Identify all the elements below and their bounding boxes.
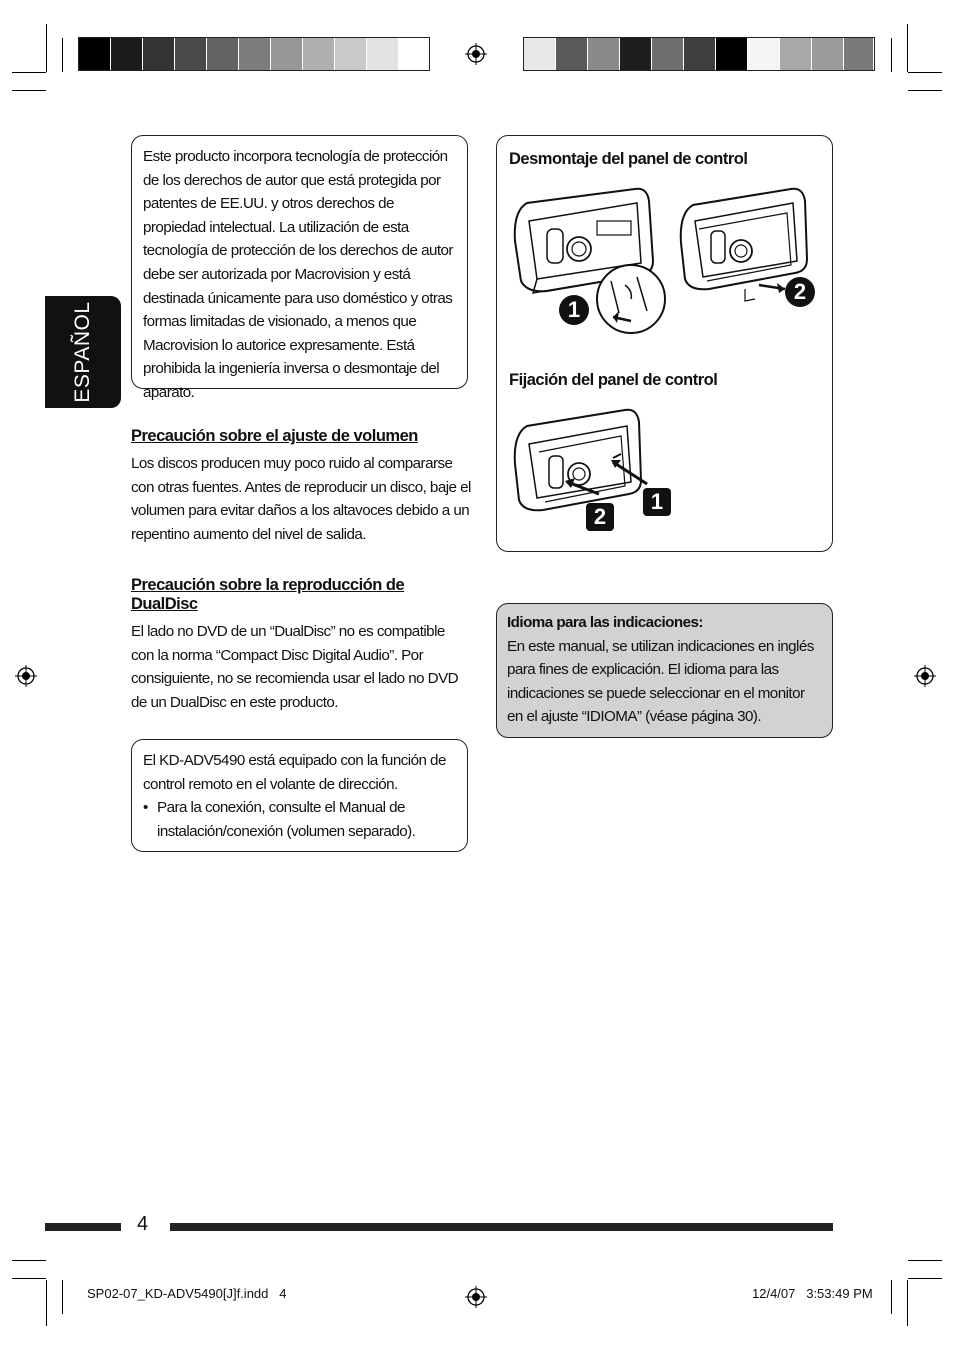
swatch — [524, 38, 556, 70]
remote-control-box — [131, 739, 468, 852]
dualdisc-heading: Precaución sobre la reproducción de DualDisc — [131, 576, 405, 613]
print-file-info: SP02-07_KD-ADV5490[J]f.indd 4 — [87, 1286, 287, 1301]
crop-mark — [12, 1260, 46, 1261]
crop-mark — [908, 72, 942, 73]
swatch — [556, 38, 588, 70]
crop-mark — [12, 72, 46, 73]
footer-rule-right — [170, 1223, 833, 1231]
crop-mark — [62, 38, 63, 72]
crop-mark — [907, 24, 908, 72]
step2-badge: 2 — [785, 277, 815, 307]
language-info-text: En este manual, se utilizan indicaciones en inglés para fines de explicación. El idioma para las indicaciones se puede seleccionar en el monitor en el ajuste “IDIOMA” (véase página 30). — [507, 637, 814, 726]
dualdisc-section — [131, 576, 471, 714]
swatch — [175, 38, 207, 70]
panel-box — [496, 135, 833, 552]
copyright-notice-text: Este producto incorpora tecnología de protección de los derechos de autor que está protegida por patentes de EE.UU. y otros derechos de propiedad intelectual. La utilización de esta tecnología de protección de los derechos de autor debe ser autorizada por Macrovision y está destinada únicamente para uso doméstico y otras formas limitadas de visionado, a menos que Macrovision lo autorice expresamente. Está prohibida la ingeniería inversa o desmontaje del aparato. — [143, 148, 453, 401]
language-tab — [45, 296, 121, 408]
swatch — [812, 38, 844, 70]
swatch — [143, 38, 175, 70]
swatch — [271, 38, 303, 70]
language-info-box — [496, 603, 833, 738]
copyright-notice-box — [131, 135, 468, 401]
crop-mark — [891, 38, 892, 72]
crop-mark — [908, 1260, 942, 1261]
swatch — [780, 38, 812, 70]
crop-mark — [12, 90, 46, 91]
attach-illustration — [509, 404, 659, 534]
crop-mark — [46, 1280, 47, 1326]
crop-mark — [62, 1280, 63, 1314]
swatch — [79, 38, 111, 70]
swatch — [620, 38, 652, 70]
swatch — [716, 38, 748, 70]
remote-control-bullet: • Para la conexión, consulte el Manual de instalación/conexión (volumen separado). — [157, 796, 457, 843]
registration-mark-icon — [465, 1286, 487, 1308]
page-number: 4 — [137, 1213, 149, 1235]
crop-mark — [891, 1280, 892, 1314]
volume-section — [131, 427, 471, 546]
remote-control-text: El KD-ADV5490 está equipado con la función de control remoto en el volante de dirección. — [143, 752, 446, 793]
crop-mark — [907, 1280, 908, 1326]
attach-step2-badge: 2 — [586, 503, 614, 531]
swatch — [748, 38, 780, 70]
crop-mark — [908, 90, 942, 91]
attach-step1-badge: 1 — [643, 488, 671, 516]
language-tab-label: ESPAÑOL — [71, 301, 94, 403]
swatch — [335, 38, 367, 70]
detach-heading: Desmontaje del panel de control — [509, 150, 748, 168]
swatch — [207, 38, 239, 70]
attach-heading: Fijación del panel de control — [509, 371, 718, 389]
language-info-heading: Idioma para las indicaciones: — [507, 614, 703, 631]
swatch — [684, 38, 716, 70]
step1-badge: 1 — [559, 295, 589, 325]
swatch — [399, 38, 429, 70]
swatch — [303, 38, 335, 70]
print-timestamp: 12/4/07 3:53:49 PM — [752, 1286, 873, 1301]
registration-mark-icon — [15, 665, 37, 687]
registration-mark-icon — [465, 43, 487, 65]
swatch — [652, 38, 684, 70]
swatch — [367, 38, 399, 70]
volume-text: Los discos producen muy poco ruido al compararse con otras fuentes. Antes de reproducir un disco, baje el volumen para evitar daños a los altavoces debido a un repentino aumento del nivel de salida. — [131, 455, 471, 543]
crop-mark — [46, 24, 47, 72]
crop-mark — [908, 1278, 942, 1279]
dualdisc-text: El lado no DVD de un “DualDisc” no es compatible con la norma “Compact Disc Digital Audio”. Por consiguiente, no se recomienda usar el lado no DVD de un DualDisc en este producto. — [131, 623, 459, 711]
volume-heading: Precaución sobre el ajuste de volumen — [131, 427, 418, 445]
swatch — [239, 38, 271, 70]
swatch — [588, 38, 620, 70]
crop-mark — [12, 1278, 46, 1279]
swatch — [111, 38, 143, 70]
swatch — [844, 38, 874, 70]
footer-rule-left — [45, 1223, 121, 1231]
registration-mark-icon — [914, 665, 936, 687]
